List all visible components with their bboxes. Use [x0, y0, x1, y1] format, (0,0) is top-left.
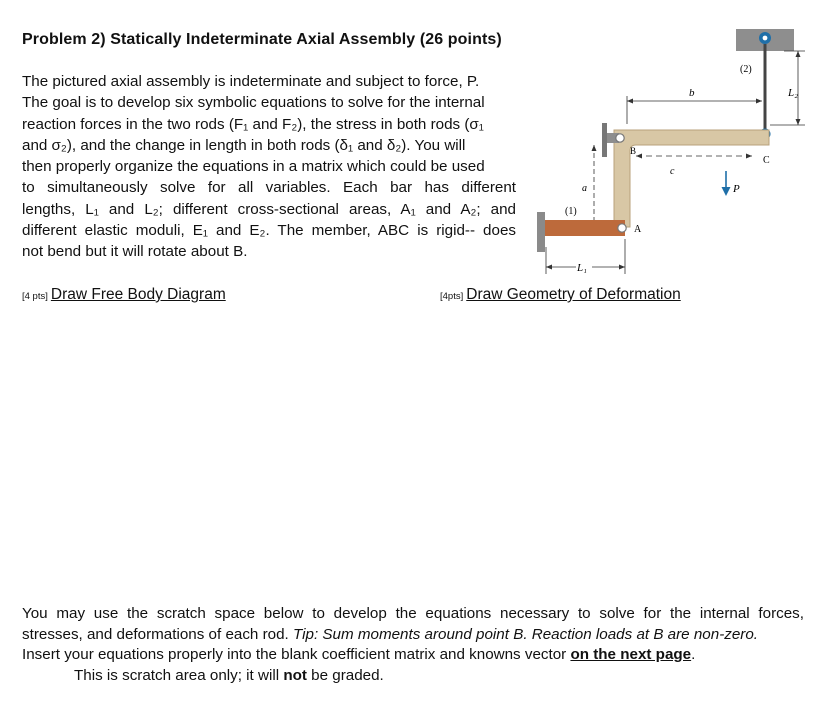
c-arrow-left — [636, 154, 642, 159]
b-arrow-left — [627, 99, 633, 104]
intro-line-8: different elastic moduli, E₁ and E₂. The member, ABC is rigid-- does — [22, 222, 516, 240]
next-page-emphasis: on the next page — [570, 646, 692, 663]
bracket-b — [602, 123, 607, 157]
b-point-label: B — [630, 146, 637, 156]
intro-line-6: to simultaneously solve for all variables. Each bar has different — [22, 179, 516, 197]
c-arrow-right — [746, 154, 752, 159]
c-point-label: C — [763, 155, 770, 166]
pin-b — [616, 134, 624, 142]
left-wall — [537, 212, 545, 252]
force-p-head — [722, 187, 731, 196]
intro-line-7: lengths, L₁ and L₂; different cross-sectional areas, A₁ and A₂; and — [22, 200, 516, 218]
scratch-line-3-end: . — [691, 646, 696, 663]
l1-arrow-left — [546, 265, 552, 270]
rod-1-label: (1) — [565, 206, 577, 217]
intro-line-4: and σ₂), and the change in length in both rods (δ₁ and δ₂). You will — [22, 136, 466, 154]
geometry-points: [4pts] — [440, 291, 464, 302]
l1-arrow-right — [619, 265, 625, 270]
l2-arrow-top — [796, 51, 801, 57]
scratch-line-4-b: be graded. — [306, 666, 384, 684]
intro-line-2: The goal is to develop six symbolic equations to solve for the internal — [22, 94, 485, 112]
b-arrow-right — [756, 99, 762, 104]
scratch-line-4-a: This is scratch area only; it will — [74, 666, 284, 684]
not-emphasis: not — [283, 666, 307, 684]
scratch-instructions — [22, 604, 804, 686]
l2-arrow-bottom — [796, 119, 801, 125]
rigid-member-abc — [614, 130, 769, 227]
scratch-line-2 — [22, 625, 804, 646]
top-pin-hole — [763, 36, 768, 41]
pin-a — [618, 224, 626, 232]
fbd-heading — [22, 286, 226, 304]
scratch-line-4 — [22, 666, 804, 687]
scratch-line-1: You may use the scratch space below to develop the equations necessary to solve for the internal forces, — [22, 605, 804, 622]
intro-line-3: reaction forces in the two rods (F₁ and F₂), the stress in both rods (σ₁ — [22, 115, 484, 133]
scratch-line-3 — [22, 645, 804, 666]
fbd-label: Draw Free Body Diagram — [50, 286, 226, 303]
scratch-tip: Tip: Sum moments around point B. Reaction loads at B are non-zero. — [293, 625, 759, 643]
scratch-line-2-text: stresses, and deformations of each rod. — [22, 625, 293, 643]
intro-line-5: then properly organize the equations in a matrix which could be used — [22, 158, 485, 176]
a-arrow-top — [592, 145, 597, 151]
p-label: P — [733, 183, 740, 195]
rod-2-label: (2) — [740, 64, 752, 75]
problem-title: Problem 2) Statically Indeterminate Axial Assembly (26 points) — [22, 31, 502, 48]
scratch-line-3-text: Insert your equations properly into the blank coefficient matrix and knowns vector — [22, 646, 571, 663]
fbd-points: [4 pts] — [22, 291, 48, 302]
intro-line-9: not bend but it will rotate about B. — [22, 243, 248, 261]
c-label: c — [670, 166, 675, 177]
a-label: a — [582, 183, 587, 194]
problem-description — [22, 71, 516, 263]
geometry-label: Draw Geometry of Deformation — [466, 286, 681, 303]
b-label: b — [689, 87, 695, 99]
intro-line-1: The pictured axial assembly is indeterminate and subject to force, P. — [22, 73, 480, 90]
rod-1 — [545, 220, 625, 236]
assembly-figure — [530, 24, 810, 282]
a-point-label: A — [634, 224, 642, 235]
l1-label: L₁ — [577, 262, 587, 274]
l2-label: L₂ — [788, 87, 798, 99]
geometry-heading — [440, 286, 681, 304]
